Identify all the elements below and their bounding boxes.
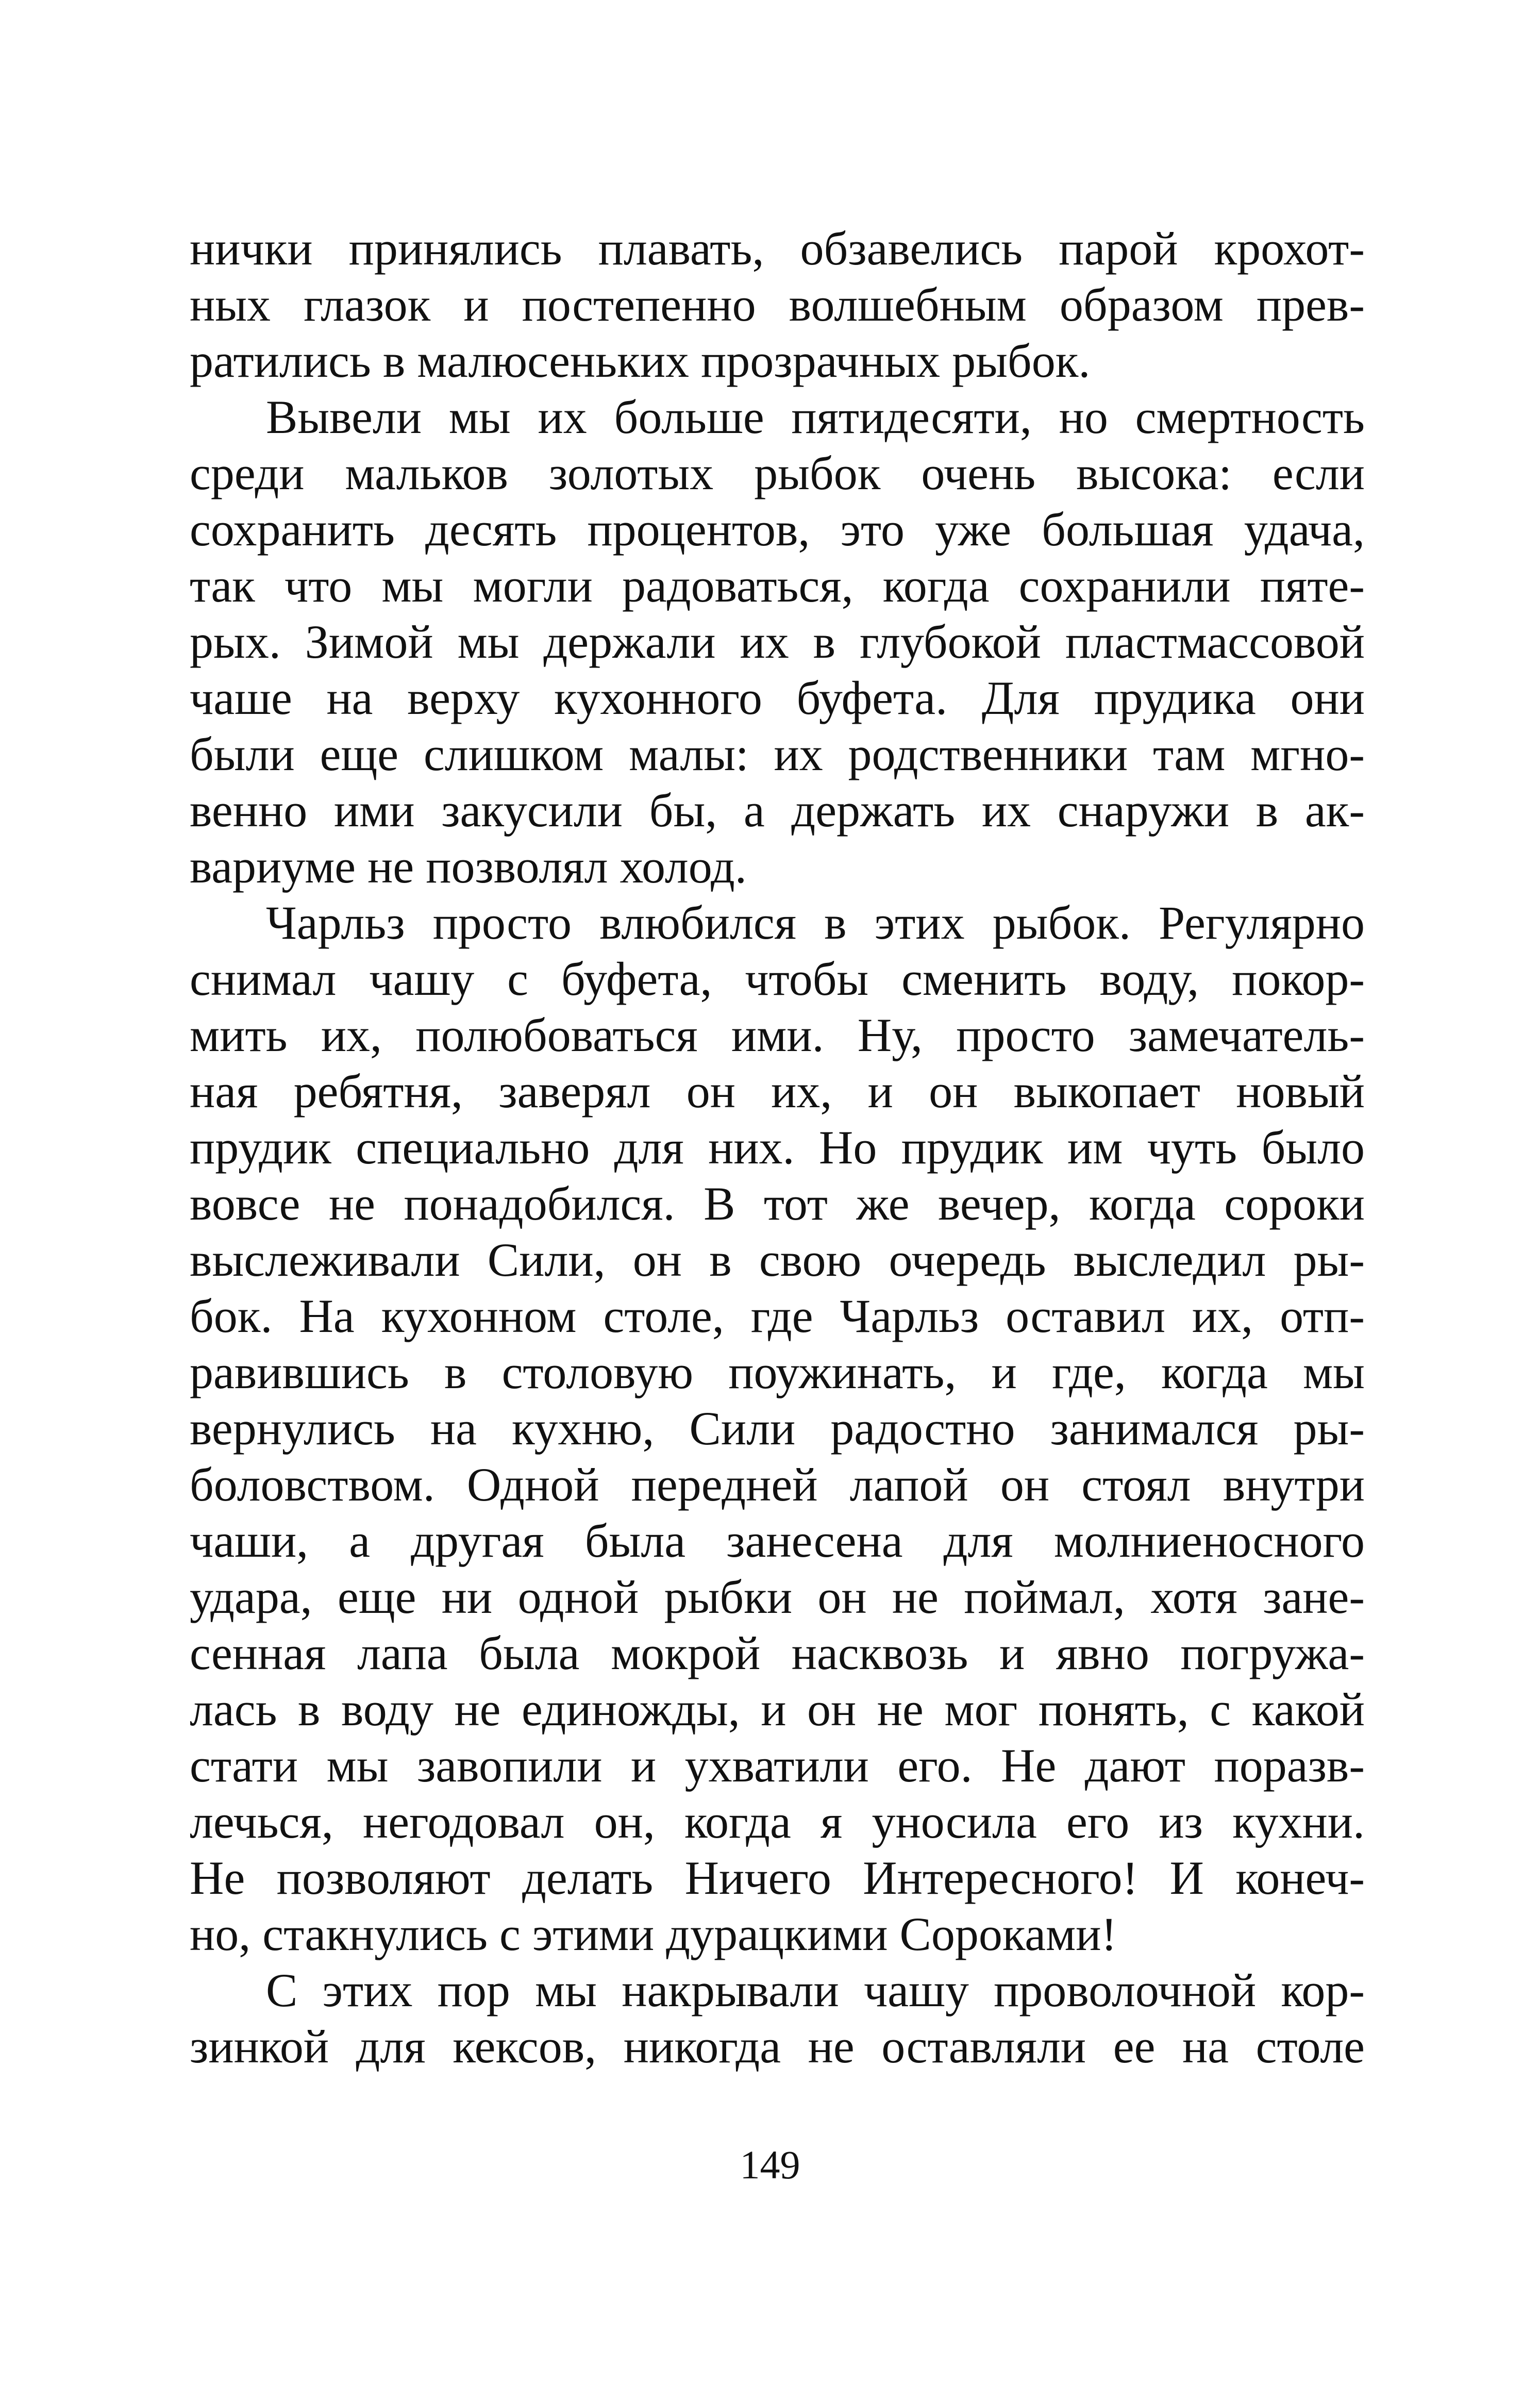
text-line: зинкой для кексов, никогда не оставляли ее на столе (190, 2020, 1365, 2073)
text-line: сенная лапа была мокрой насквозь и явно погружа- (190, 1627, 1365, 1679)
text-line: так что мы могли радоваться, когда сохранили пяте- (190, 559, 1365, 612)
text-line: равившись в столовую поужинать, и где, когда мы (190, 1346, 1365, 1398)
text-line: были еще слишком малы: их родственники там мгно- (190, 728, 1365, 780)
text-line: чаше на верху кухонного буфета. Для прудика они (190, 672, 1365, 724)
text-line: вариуме не позволял холод. (190, 840, 747, 893)
text-line: стати мы завопили и ухватили его. Не дают поразв- (190, 1739, 1365, 1792)
text-line: среди мальков золотых рыбок очень высока: если (190, 447, 1365, 499)
text-line: лечься, негодовал он, когда я уносила его из кухни. (190, 1795, 1365, 1848)
text-line: боловством. Одной передней лапой он стоял внутри (190, 1458, 1365, 1511)
page-number: 149 (740, 2142, 800, 2187)
text-line: ная ребятня, заверял он их, и он выкопает новый (190, 1065, 1365, 1118)
body-text (190, 221, 1365, 2075)
text-line: Чарльз просто влюбился в этих рыбок. Регулярно (266, 896, 1365, 949)
text-line: удара, еще ни одной рыбки он не поймал, хотя зане- (190, 1571, 1365, 1623)
text-line: С этих пор мы накрывали чашу проволочной кор- (266, 1964, 1365, 2016)
text-line: сохранить десять процентов, это уже большая удача, (190, 503, 1365, 556)
text-line: вернулись на кухню, Сили радостно занимался ры- (190, 1402, 1365, 1455)
text-line: Вывели мы их больше пятидесяти, но смертность (266, 391, 1365, 443)
text-line: венно ими закусили бы, а держать их снаружи в ак- (190, 784, 1365, 837)
text-line: ных глазок и постепенно волшебным образом прев- (190, 278, 1365, 331)
text-line: но, стакнулись с этими дурацкими Сороками! (190, 1908, 1117, 1960)
text-line: вовсе не понадобился. В тот же вечер, когда сороки (190, 1177, 1365, 1230)
text-line: лась в воду не единожды, и он не мог понять, с какой (190, 1683, 1365, 1736)
text-line: ратились в малюсеньких прозрачных рыбок. (190, 335, 1091, 387)
text-line: снимал чашу с буфета, чтобы сменить воду, покор- (190, 953, 1365, 1005)
text-line: выслеживали Сили, он в свою очередь выследил ры- (190, 1234, 1365, 1286)
text-line: рых. Зимой мы держали их в глубокой пластмассовой (190, 615, 1365, 668)
text-line: чаши, а другая была занесена для молниеносного (190, 1514, 1365, 1567)
text-line: Не позволяют делать Ничего Интересного! И конеч- (190, 1852, 1365, 1904)
text-line: нички принялись плавать, обзавелись парой крохот- (190, 222, 1365, 275)
text-line: мить их, полюбоваться ими. Ну, просто замечатель- (190, 1009, 1365, 1061)
text-line: прудик специально для них. Но прудик им чуть было (190, 1121, 1365, 1174)
text-line: бок. На кухонном столе, где Чарльз оставил их, отп- (190, 1290, 1365, 1342)
